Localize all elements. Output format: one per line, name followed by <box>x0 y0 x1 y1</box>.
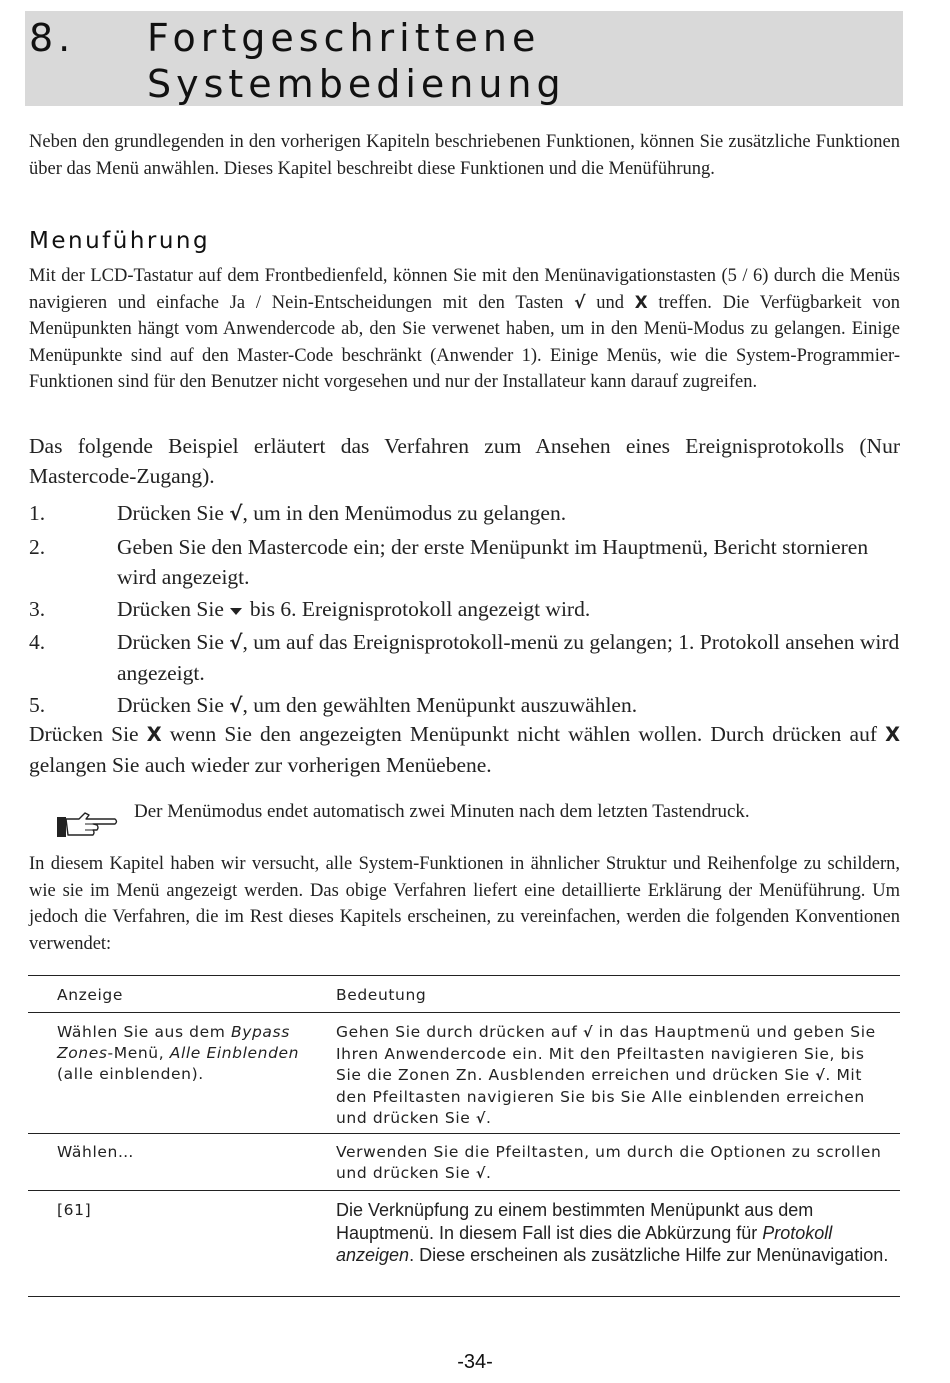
table-header-bedeutung: Bedeutung <box>336 986 427 1004</box>
step-number: 2. <box>29 534 46 559</box>
intro-paragraph: Neben den grundlegenden in den vorherigen Kapiteln beschriebenen Funktionen, können Sie zusätzliche Funktionen über das Menü anwählen. Dieses Kapitel beschreibt diese Funktionen und die Menüführung. <box>29 132 900 179</box>
page-number: -34- <box>457 1351 493 1373</box>
step-text <box>117 498 900 529</box>
chapter-title <box>147 15 887 107</box>
procedure-steps <box>29 498 900 724</box>
step-4 <box>29 627 900 688</box>
chapter-header <box>25 11 903 106</box>
cross-symbol: X <box>146 723 162 746</box>
step-text-part: , um den gewählten Menüpunkt auszuwählen. <box>242 693 638 717</box>
example-intro: Das folgende Beispiel erläutert das Verfahren zum Ansehen eines Ereignisprotokolls (Nur Mastercode-Zugang). <box>29 434 900 488</box>
note-text: Der Menümodus endet automatisch zwei Minuten nach dem letzten Tastendruck. <box>134 801 750 822</box>
table-row2-rule <box>28 1190 900 1191</box>
table-bottom-rule <box>28 1296 900 1297</box>
cell-text: . Diese erscheinen als zusätzliche Hilfe zur Menünavigation. <box>409 1245 889 1265</box>
chapter-title-line2: Systembedienung <box>147 62 566 106</box>
check-symbol: √ <box>583 1025 594 1041</box>
pointing-hand-icon <box>55 808 119 840</box>
table-row1-anzeige <box>57 1022 307 1085</box>
step-text <box>117 690 900 721</box>
para-text: gelangen Sie auch wieder zur vorherigen Menüebene. <box>29 753 492 777</box>
step-number: 4. <box>29 629 46 654</box>
para-text: und <box>585 292 635 313</box>
cell-text: . <box>486 1164 492 1182</box>
step-text-part: Drücken Sie <box>117 629 230 654</box>
check-symbol: √ <box>815 1068 826 1084</box>
table-row3-anzeige: [61] <box>57 1201 92 1219</box>
check-symbol: √ <box>475 1111 486 1127</box>
cell-text: Gehen Sie durch drücken auf <box>336 1023 584 1041</box>
cross-symbol: X <box>634 292 648 312</box>
table-row1-rule <box>28 1133 900 1134</box>
cell-text: Wählen Sie aus dem <box>57 1023 231 1041</box>
cell-text-italic: Protokoll anzeigen <box>336 1222 833 1265</box>
cell-text-italic: Bypass Zones <box>57 1023 290 1062</box>
step-3 <box>29 594 900 624</box>
section-heading: Menuführung <box>29 228 211 254</box>
step-2 <box>29 532 900 592</box>
table-row3-bedeutung <box>336 1199 892 1267</box>
cell-text: Die Verknüpfung zu einem bestimmten Menüpunkt aus dem Hauptmenü. In diesem Fall ist dies die Abkürzung für <box>336 1200 814 1243</box>
check-symbol: √ <box>229 630 243 654</box>
para-text: treffen. Die Verfügbarkeit von Menüpunkten hängt vom Anwendercode ab, den Sie verwenet haben, um in den Menü-Modus zu gelangen. Einige Menüpunkte sind auf den Master-Code beschränkt (Anwender 1). Einige Menüs, wie die System-Programmier-Funktionen sind für den Benutzer nicht vorgesehen und nur der Installateur kann darauf zugreifen. <box>29 292 900 392</box>
menu-navigation-paragraph <box>29 263 900 396</box>
para-text: Mit der LCD-Tastatur auf dem Frontbedienfeld, können Sie mit den Menünavigationstasten (5 / 6) durch die Menüs navigieren und einfache Ja / Nein-Entscheidungen mit den Tasten <box>29 266 900 313</box>
conventions-intro: In diesem Kapitel haben wir versucht, alle System-Funktionen in ähnlicher Struktur und Reihenfolge zu schildern, wie sie im Menü angezeigt werden. Das obige Verfahren liefert eine detaillierte Erklärung der Menüführung. Um jedoch die Verfahren, die im Rest dieses Kapitels erscheinen, zu vereinfachen, werden die folgenden Konventionen verwendet: <box>29 854 900 954</box>
step-text: Geben Sie den Mastercode ein; der erste Menüpunkt im Hauptmenü, Bericht stornieren wird angezeigt. <box>117 534 869 589</box>
check-symbol: √ <box>574 292 586 313</box>
step-text-part: Drücken Sie <box>117 693 230 717</box>
cell-text: in das Hauptmenü und geben Sie Ihren Anwendercode ein. Mit den Pfeiltasten navigieren Sie, bis Sie die Zonen Zn. Ausblenden erreichen und drücken Sie <box>336 1023 876 1084</box>
after-steps-paragraph <box>29 719 900 780</box>
table-row1-bedeutung <box>336 1022 892 1130</box>
cell-text: . Mit den Pfeiltasten navigieren Sie bis Sie Alle einblenden erreichen und drücken Sie <box>336 1066 865 1127</box>
step-number: 5. <box>29 693 46 717</box>
step-5 <box>29 690 900 721</box>
check-symbol: √ <box>475 1166 486 1182</box>
table-header-anzeige: Anzeige <box>57 986 123 1004</box>
chapter-number: 8. <box>29 16 76 60</box>
table-top-rule <box>28 975 900 976</box>
step-text-part: Drücken Sie <box>117 597 224 621</box>
cell-text: Verwenden Sie die Pfeiltasten, um durch die Optionen zu scrollen und drücken Sie <box>336 1143 882 1182</box>
step-number: 3. <box>29 597 46 621</box>
check-symbol: √ <box>229 502 243 525</box>
table-header-rule <box>28 1012 900 1013</box>
chapter-title-line1: Fortgeschrittene <box>147 16 541 60</box>
step-text-part: , um auf das Ereignisprotokoll-menü zu gelangen; 1. Protokoll ansehen wird angezeigt. <box>117 629 900 685</box>
table-row2-bedeutung <box>336 1142 892 1185</box>
step-text-part: bis 6. Ereignisprotokoll angezeigt wird. <box>249 597 591 621</box>
cell-text: (alle einblenden). <box>57 1065 204 1083</box>
table-row2-anzeige: Wählen… <box>57 1143 135 1161</box>
para-text: Drücken Sie <box>29 722 147 746</box>
step-text-part: , um in den Menümodus zu gelangen. <box>242 501 567 525</box>
cell-text: . <box>486 1109 492 1127</box>
step-number: 1. <box>29 501 46 525</box>
check-symbol: √ <box>229 694 243 717</box>
arrow-down-icon <box>230 608 242 615</box>
step-1 <box>29 498 900 529</box>
cross-symbol: X <box>885 723 900 746</box>
para-text: wenn Sie den angezeigten Menüpunkt nicht wählen wollen. Durch drücken auf <box>161 722 886 746</box>
step-text-part: Drücken Sie <box>117 501 230 525</box>
step-text <box>117 594 900 624</box>
step-text <box>117 627 900 688</box>
cell-text-italic: Alle Einblenden <box>169 1044 300 1062</box>
cell-text: -Menü, <box>107 1044 170 1062</box>
